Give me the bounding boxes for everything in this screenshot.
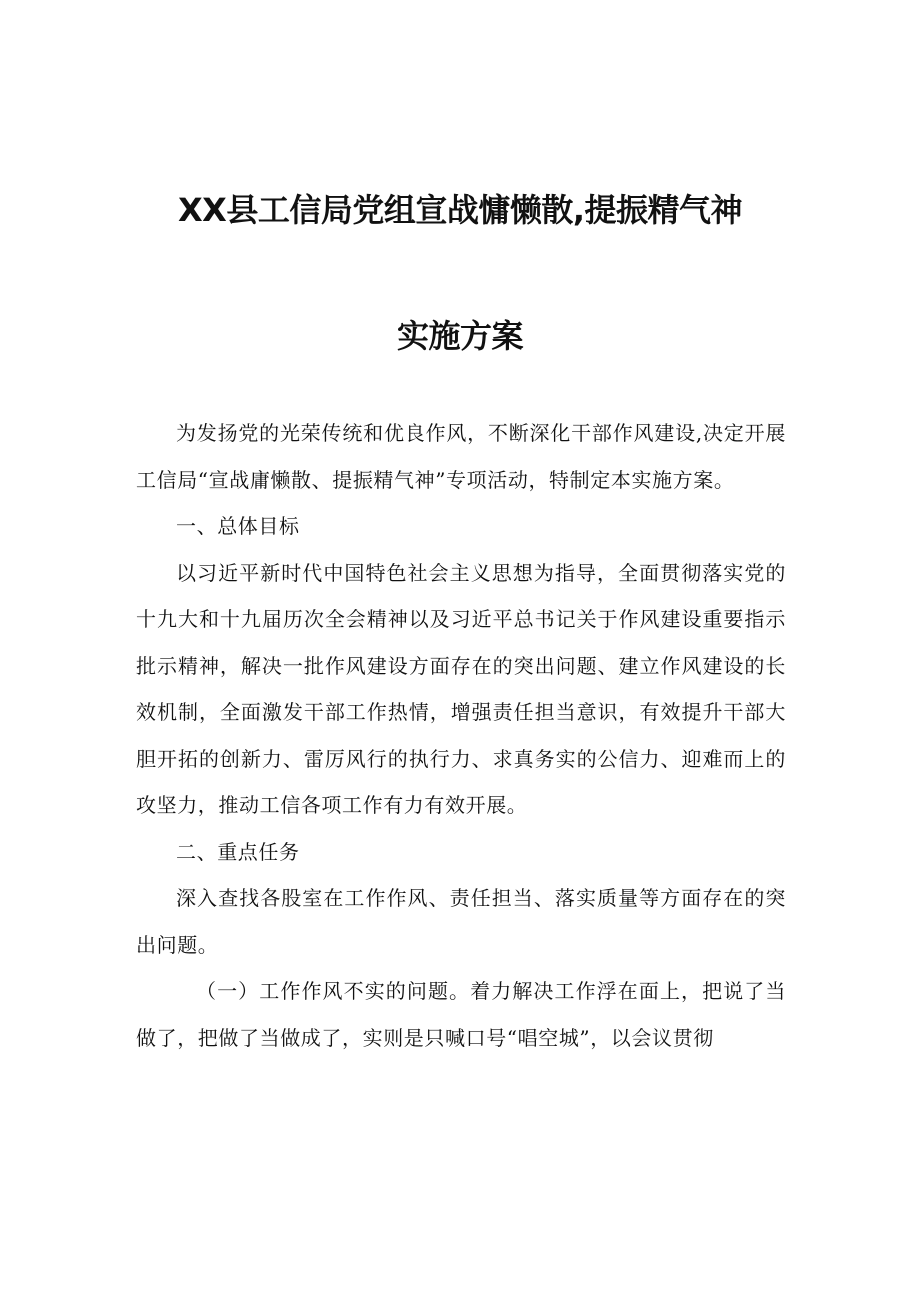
document-subtitle: 实施方案 (396, 317, 523, 355)
subsection-work-style-paragraph: （一）工作作风不实的问题。着力解决工作浮在面上，把说了当做了，把做了当做成了，实则是只喊口号“唱空城”，以会议贯彻 (136, 979, 786, 1050)
section-heading-key-tasks: 二、重点任务 (176, 839, 300, 864)
overall-goal-paragraph: 以习近平新时代中国特色社会主义思想为指导，全面贯彻落实党的十九大和十九届历次全会精神以及习近平总书记关于作风建设重要指示批示精神，解决一批作风建设方面存在的突出问题、建立作风建设的长效机制，全面激发干部工作热情，增强责任担当意识，有效提升干部大胆开拓的创新力、雷厉风行的执行力、求真务实的公信力、迎难而上的攻坚力，推动工信各项工作有力有效开展。 (136, 560, 786, 817)
intro-paragraph: 为发扬党的光荣传统和优良作风，不断深化干部作风建设,决定开展工信局“宣战庸懒散、提振精气神”专项活动，特制定本实施方案。 (136, 421, 786, 492)
document-body (136, 410, 786, 1061)
section-heading-overall-goal: 一、总体目标 (176, 514, 300, 538)
document-title: XX县工信局党组宣战慵懒散,提振精气神 (177, 191, 742, 229)
key-tasks-paragraph: 深入查找各股室在工作作风、责任担当、落实质量等方面存在的突出问题。 (136, 886, 786, 957)
